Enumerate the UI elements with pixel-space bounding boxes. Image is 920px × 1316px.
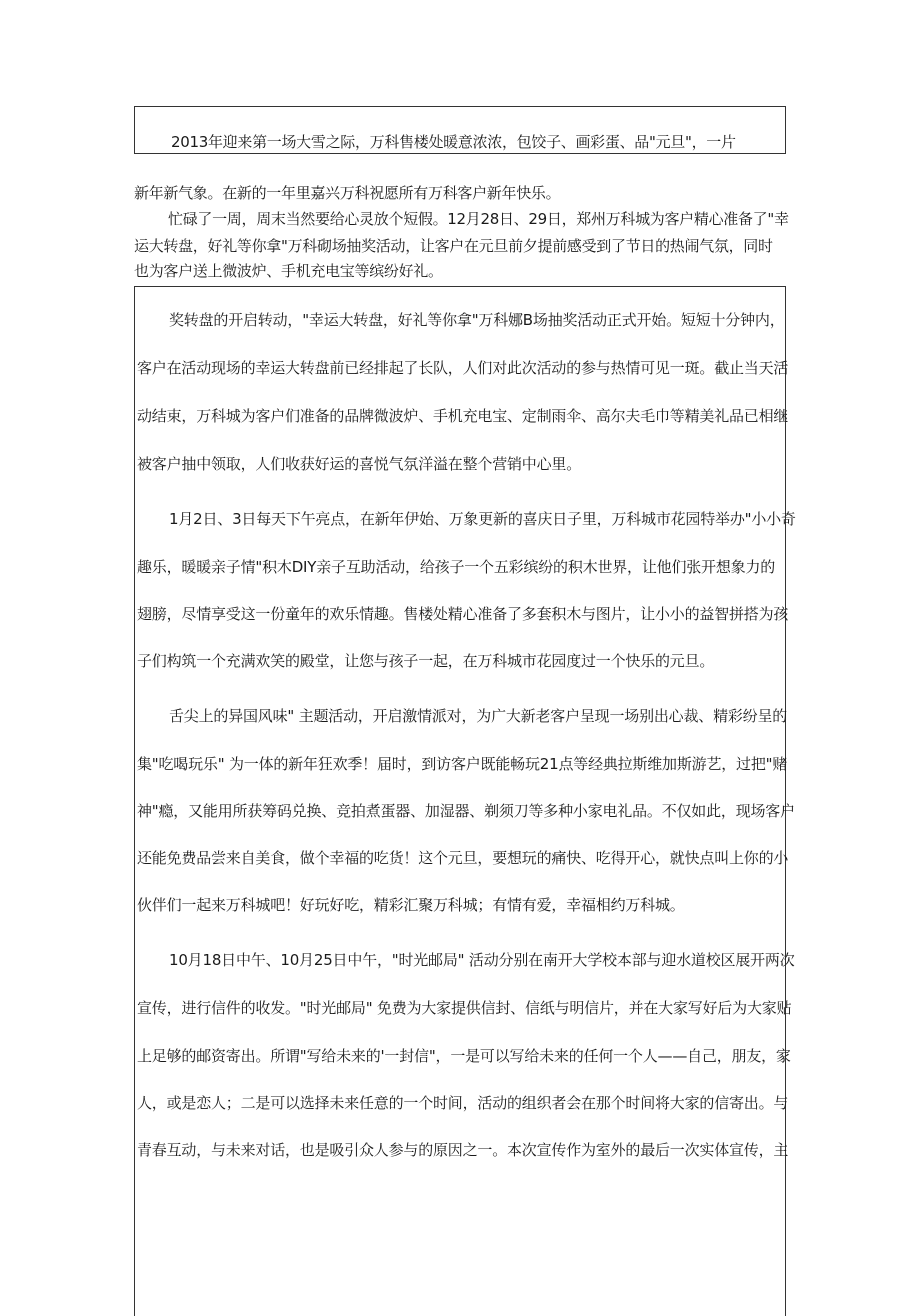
- main-line: 客户在活动现场的幸运大转盘前已经排起了长队，人们对此次活动的参与热情可见一斑。截止当天活: [137, 359, 789, 377]
- main-line: 人，或是恋人；二是可以选择未来任意的一个时间，活动的组织者会在那个时间将大家的信寄出。与: [137, 1094, 789, 1112]
- main-line: 动结束，万科城为客户们准备的品牌微波炉、手机充电宝、定制雨伞、高尔夫毛巾等精美礼品已相继: [137, 407, 789, 425]
- outside-line-1: 新年新气象。在新的一年里嘉兴万科祝愿所有万科客户新年快乐。: [134, 184, 561, 202]
- main-line: 趣乐，暖暖亲子情"积木DIY亲子互助活动，给孩子一个五彩缤纷的积木世界，让他们张开想象力的: [137, 558, 776, 576]
- intro-box: [134, 106, 786, 154]
- main-line: 伙伴们一起来万科城吧！好玩好吃，精彩汇聚万科城；有情有爱，幸福相约万科城。: [137, 896, 685, 914]
- main-line: 神"瘾，又能用所获筹码兑换、竞拍煮蛋器、加湿器、剃须刀等多种小家电礼品。不仅如此，现场客户: [137, 802, 795, 820]
- main-box: [134, 286, 796, 1316]
- outside-line-2: 忙碌了一周，周末当然要给心灵放个短假。12月28日、29日，郑州万科城为客户精心准备了"幸: [168, 210, 789, 228]
- intro-line: 2013年迎来第一场大雪之际，万科售楼处暖意浓浓，包饺子、画彩蛋、品"元旦"，一片: [171, 133, 736, 151]
- main-line: 上足够的邮资寄出。所谓"写给未来的'一封信"，一是可以写给未来的任何一个人——自己，朋友，家: [137, 1047, 791, 1065]
- main-line: 奖转盘的开启转动，"幸运大转盘，好礼等你拿"万科娜B场抽奖活动正式开始。短短十分钟内，: [169, 311, 785, 329]
- main-line: 子们构筑一个充满欢笑的殿堂，让您与孩子一起，在万科城市花园度过一个快乐的元旦。: [137, 652, 715, 670]
- main-line: 集"吃喝玩乐" 为一体的新年狂欢季！届时，到访客户既能畅玩21点等经典拉斯维加斯游艺，过把"赌: [137, 755, 788, 773]
- main-line: 青春互动，与未来对话，也是吸引众人参与的原因之一。本次宣传作为室外的最后一次实体宣传，主: [137, 1141, 789, 1159]
- main-line: 1月2日、3日每天下午亮点，在新年伊始、万象更新的喜庆日子里，万科城市花园特举办"小小奇: [169, 510, 796, 528]
- main-line: 翅膀，尽情享受这一份童年的欢乐情趣。售楼处精心准备了多套积木与图片，让小小的益智拼搭为孩: [137, 605, 789, 623]
- main-line: 舌尖上的异国风味" 主题活动，开启激情派对，为广大新老客户呈现一场别出心裁、精彩纷呈的: [169, 707, 788, 725]
- main-line: 被客户抽中领取，人们收获好运的喜悦气氛洋溢在整个营销中心里。: [137, 455, 582, 473]
- main-line: 10月18日中午、10月25日中午，"时光邮局" 活动分别在南开大学校本部与迎水道校区展开两次: [169, 951, 795, 969]
- outside-line-3: 运大转盘，好礼等你拿"万科砌场抽奖活动，让客户在元旦前夕提前感受到了节日的热闹气氛，同时: [134, 237, 773, 255]
- outside-line-4: 也为客户送上微波炉、手机充电宝等缤纷好礼。: [134, 262, 443, 280]
- main-line: 还能免费品尝来自美食，做个幸福的吃货！这个元旦，要想玩的痛快、吃得开心，就快点叫上你的小: [137, 849, 789, 867]
- main-line: 宣传，进行信件的收发。"时光邮局" 免费为大家提供信封、信纸与明信片，并在大家写好后为大家贴: [137, 999, 792, 1017]
